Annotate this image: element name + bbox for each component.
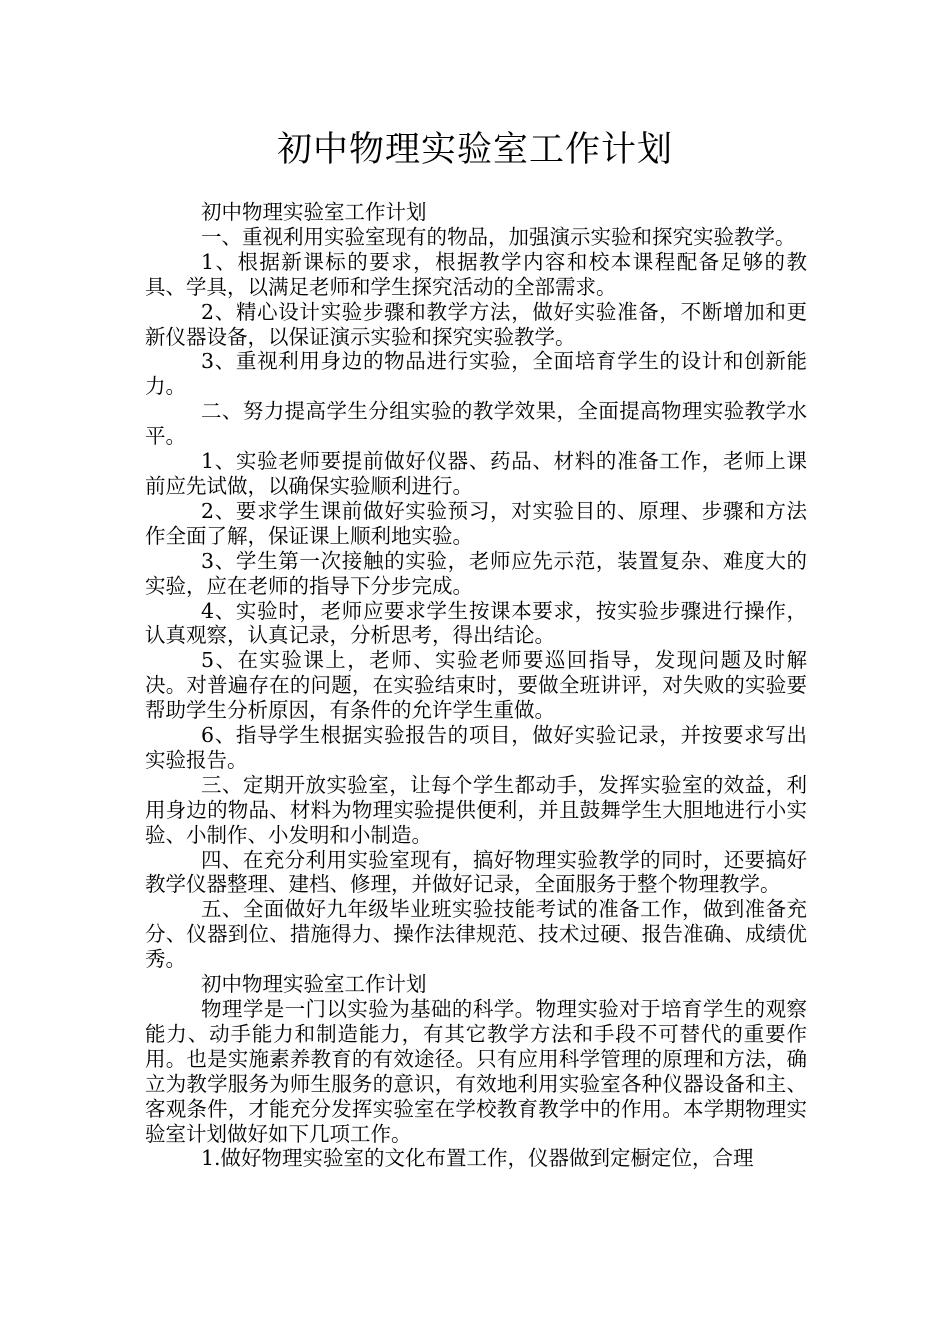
paragraph: 3、重视利用身边的物品进行实验，全面培育学生的设计和创新能力。	[145, 349, 807, 399]
paragraph: 三、定期开放实验室，让每个学生都动手，发挥实验室的效益，利用身边的物品、材料为物理实验提供便利，并且鼓舞学生大胆地进行小实验、小制作、小发明和小制造。	[145, 772, 807, 847]
document-title: 初中物理实验室工作计划	[276, 130, 673, 170]
paragraph: 四、在充分利用实验室现有，搞好物理实验教学的同时，还要搞好教学仪器整理、建档、修理，并做好记录，全面服务于整个物理教学。	[145, 847, 807, 897]
paragraph: 1.做好物理实验室的文化布置工作，仪器做到定橱定位，合理	[201, 1146, 754, 1171]
paragraph: 5、在实验课上，老师、实验老师要巡回指导，发现问题及时解决。对普遍存在的问题，在实验结束时，要做全班讲评，对失败的实验要帮助学生分析原因，有条件的允许学生重做。	[145, 648, 807, 723]
paragraph: 4、实验时，老师应要求学生按课本要求，按实验步骤进行操作，认真观察，认真记录，分析思考，得出结论。	[145, 598, 807, 648]
paragraph: 3、学生第一次接触的实验，老师应先示范，装置复杂、难度大的实验，应在老师的指导下分步完成。	[145, 548, 807, 598]
paragraph: 2、精心设计实验步骤和教学方法，做好实验准备，不断增加和更新仪器设备，以保证演示实验和探究实验教学。	[145, 299, 807, 349]
paragraph: 6、指导学生根据实验报告的项目，做好实验记录，并按要求写出实验报告。	[145, 723, 807, 772]
paragraph: 初中物理实验室工作计划	[201, 972, 427, 997]
paragraph: 1、根据新课标的要求，根据教学内容和校本课程配备足够的教具、学具，以满足老师和学生探究活动的全部需求。	[145, 249, 807, 299]
paragraph: 初中物理实验室工作计划	[201, 200, 427, 224]
paragraph: 二、努力提高学生分组实验的教学效果，全面提高物理实验教学水平。	[145, 399, 807, 449]
paragraph: 1、实验老师要提前做好仪器、药品、材料的准备工作，老师上课前应先试做，以确保实验顺利进行。	[145, 449, 807, 498]
paragraph: 2、要求学生课前做好实验预习，对实验目的、原理、步骤和方法作全面了解，保证课上顺利地实验。	[145, 498, 807, 548]
paragraph: 一、重视利用实验室现有的物品，加强演示实验和探究实验教学。	[201, 224, 796, 249]
document-body	[145, 200, 807, 1171]
paragraph: 五、全面做好九年级毕业班实验技能考试的准备工作，做到准备充分、仪器到位、措施得力、操作法律规范、技术过硬、报告准确、成绩优秀。	[145, 897, 807, 972]
paragraph: 物理学是一门以实验为基础的科学。物理实验对于培育学生的观察能力、动手能力和制造能力，有其它教学方法和手段不可替代的重要作用。也是实施素养教育的有效途径。只有应用科学管理的原理和方法，确立为教学服务为师生服务的意识，有效地利用实验室各种仪器设备和主、客观条件，才能充分发挥实验室在学校教育教学中的作用。本学期物理实验室计划做好如下几项工作。	[145, 997, 807, 1146]
